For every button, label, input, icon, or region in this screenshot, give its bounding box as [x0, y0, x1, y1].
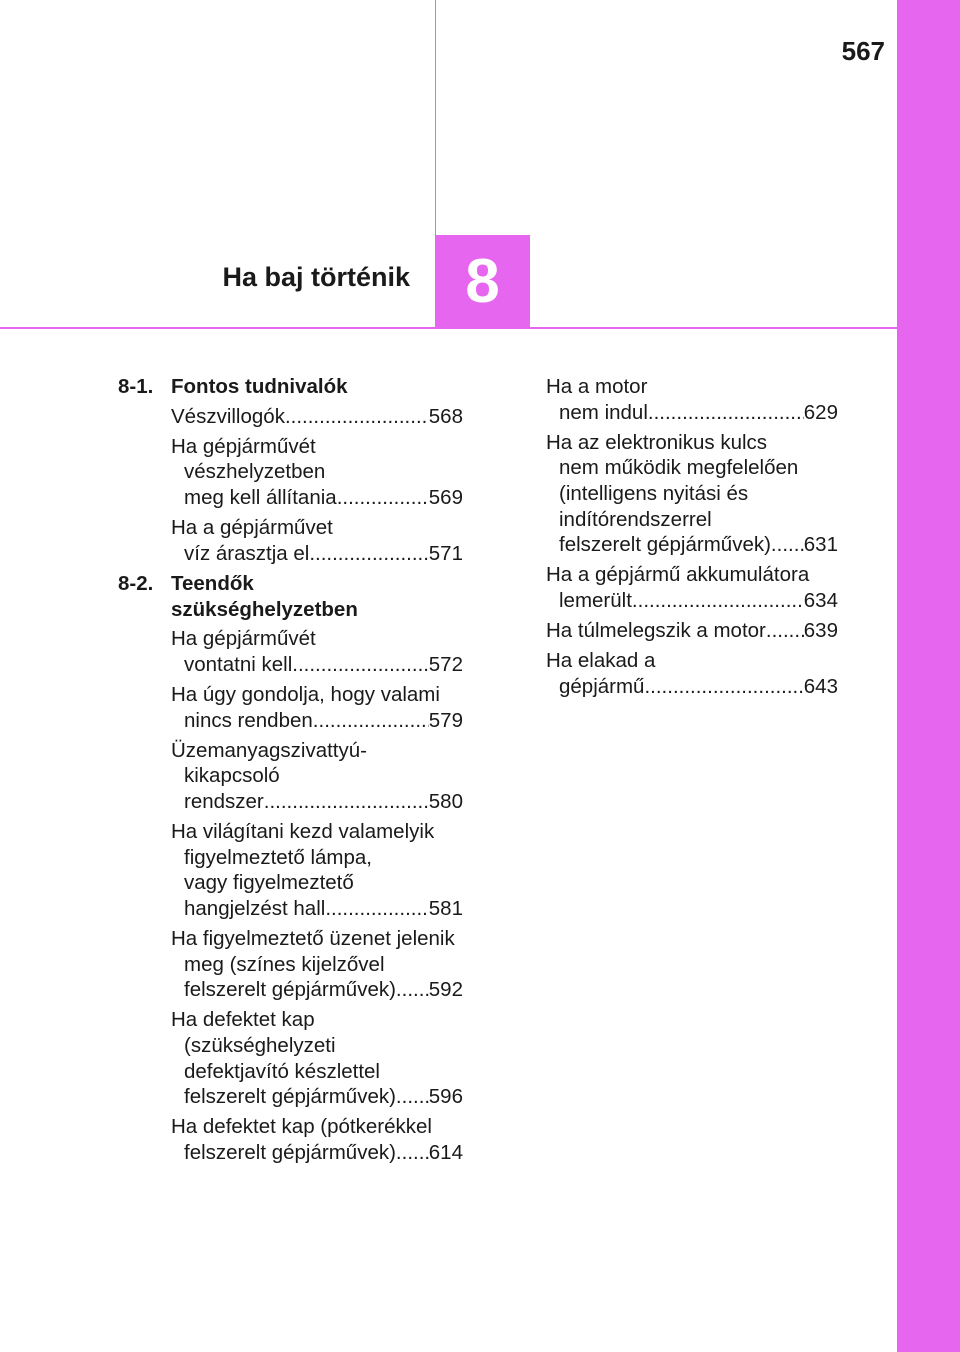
- toc-entry-text: felszerelt gépjárművek): [184, 1140, 396, 1164]
- toc-section-title-line: Teendők: [171, 571, 254, 595]
- toc-page-number: 634: [803, 588, 838, 612]
- toc-entry-text: nem indul: [559, 400, 648, 424]
- toc-entry-line: Ha defektet kap (pótkerékkel: [171, 1115, 432, 1139]
- toc-page-number: 614: [428, 1140, 463, 1164]
- toc-entry[interactable]: [546, 648, 838, 699]
- toc-leader-dots: [309, 541, 428, 567]
- toc-entry-text: Ha túlmelegszik a motor: [546, 619, 766, 643]
- toc-entry-text: hangjelzést hall: [184, 896, 326, 920]
- toc-page-number: 631: [803, 533, 838, 557]
- toc-entry-line: [171, 1084, 463, 1110]
- toc-section-number: 8-1.: [118, 375, 154, 398]
- chapter-number-box: 8: [435, 235, 530, 329]
- toc-entry-text: gépjármű: [559, 674, 645, 698]
- toc-leader-dots: [648, 400, 804, 426]
- toc-page-number: 596: [428, 1085, 463, 1109]
- toc-page-number: 643: [803, 674, 838, 698]
- toc-entry-text: rendszer: [184, 789, 264, 813]
- toc-leader-dots: [396, 1140, 429, 1166]
- toc-leader-dots: [632, 588, 804, 614]
- toc-entry-line: Ha a gépjármű akkumulátora: [546, 563, 810, 587]
- toc-entry-line: Ha gépjárművét: [171, 434, 316, 458]
- toc-entry-line: (intelligens nyitási és: [559, 481, 749, 505]
- toc-leader-dots: [325, 896, 428, 922]
- toc-entry-line: indítórendszerrel: [559, 507, 712, 531]
- toc-entry[interactable]: [118, 1114, 463, 1165]
- toc-page-number: 572: [428, 652, 463, 676]
- toc-entry-line: vészhelyzetben: [184, 460, 326, 484]
- toc-page-number: 568: [428, 404, 463, 428]
- toc-entry[interactable]: [118, 515, 463, 566]
- toc-entry-line: [171, 541, 463, 567]
- toc-entry-line: Ha a motor: [546, 375, 648, 398]
- toc-section-title-line: Fontos tudnivalók: [171, 375, 348, 398]
- chapter-side-tab: [897, 0, 960, 1352]
- toc-entry-text: Vészvillogók: [171, 404, 285, 428]
- toc-leader-dots: [292, 652, 429, 678]
- toc-leader-dots: [396, 1084, 429, 1110]
- toc-entry[interactable]: [546, 618, 838, 644]
- toc-entry-text: meg kell állítania: [184, 485, 337, 509]
- toc-entry[interactable]: [546, 374, 838, 425]
- toc-leader-dots: [396, 977, 429, 1003]
- toc-entry[interactable]: [118, 682, 463, 733]
- toc-entry-line: [171, 404, 463, 430]
- toc-leader-dots: [766, 618, 804, 644]
- toc-right-column: [546, 374, 838, 704]
- toc-leader-dots: [285, 404, 429, 430]
- toc-leader-dots: [771, 532, 804, 558]
- chapter-title: Ha baj történik: [222, 262, 410, 292]
- toc-entry-line: [171, 652, 463, 678]
- toc-section-heading: [118, 571, 463, 622]
- toc-entry-line: Ha defektet kap: [171, 1008, 315, 1032]
- toc-entry[interactable]: [118, 819, 463, 921]
- toc-entry-line: [171, 896, 463, 922]
- toc-leader-dots: [337, 485, 429, 511]
- toc-page-number: 592: [428, 978, 463, 1002]
- toc-entry-text: felszerelt gépjárművek): [559, 533, 771, 557]
- toc-entry-line: Ha világítani kezd valamelyik: [171, 820, 435, 844]
- toc-entry-line: [546, 618, 838, 644]
- toc-page-number: 639: [803, 619, 838, 643]
- toc-left-column: [118, 374, 463, 1170]
- toc-entry-text: vontatni kell: [184, 652, 293, 676]
- toc-entry-line: (szükséghelyzeti: [184, 1034, 336, 1057]
- toc-entry-line: Ha úgy gondolja, hogy valami: [171, 682, 440, 706]
- toc-entry-text: felszerelt gépjárművek): [184, 1085, 396, 1109]
- toc-entry-line: meg (színes kijelzővel: [184, 952, 385, 976]
- page-number: 567: [841, 36, 885, 66]
- toc-entry-line: Ha az elektronikus kulcs: [546, 430, 768, 454]
- toc-entry-line: Ha gépjárművét: [171, 627, 316, 651]
- toc-entry[interactable]: [546, 562, 838, 613]
- toc-page-number: 581: [428, 896, 463, 920]
- toc-page-number: 569: [428, 485, 463, 509]
- toc-entry-line: Ha elakad a: [546, 649, 656, 673]
- toc-entry-line: Üzemanyagszivattyú-: [171, 738, 367, 762]
- toc-entry-line: [546, 532, 838, 558]
- toc-entry[interactable]: [118, 738, 463, 815]
- toc-entry-line: kikapcsoló: [184, 764, 280, 788]
- toc-section-number: 8-2.: [118, 571, 154, 595]
- toc-entry-line: [546, 400, 838, 426]
- toc-entry-line: [171, 485, 463, 511]
- toc-leader-dots: [313, 708, 429, 734]
- toc-entry[interactable]: [118, 926, 463, 1003]
- toc-entry-line: nem működik megfelelően: [559, 456, 799, 480]
- toc-entry-text: lemerült: [559, 588, 632, 612]
- toc-entry-line: Ha figyelmeztető üzenet jelenik: [171, 927, 455, 951]
- header-divider-vertical: [435, 0, 436, 235]
- toc-entry-line: figyelmeztető lámpa,: [184, 845, 373, 869]
- toc-page-number: 579: [428, 708, 463, 732]
- toc-entry-line: [171, 1140, 463, 1166]
- toc-leader-dots: [264, 789, 429, 815]
- toc-entry[interactable]: [118, 404, 463, 430]
- toc-entry-line: [171, 708, 463, 734]
- toc-section-title-line: szükséghelyzetben: [171, 597, 358, 621]
- toc-entry[interactable]: [118, 1007, 463, 1109]
- toc-section-heading: [118, 374, 463, 400]
- toc-page-number: 580: [428, 789, 463, 813]
- toc-entry[interactable]: [118, 434, 463, 511]
- toc-entry-text: víz árasztja el: [184, 541, 310, 565]
- toc-entry-line: [171, 789, 463, 815]
- toc-entry-line: [546, 588, 838, 614]
- toc-entry-text: nincs rendben: [184, 708, 313, 732]
- toc-page-number: 571: [428, 541, 463, 565]
- toc-entry-line: vagy figyelmeztető: [184, 871, 354, 895]
- toc-page-number: 629: [803, 400, 838, 424]
- toc-entry-line: [546, 674, 838, 700]
- toc-section-title: [171, 571, 463, 622]
- toc-entry-line: Ha a gépjárművet: [171, 516, 333, 540]
- toc-entry[interactable]: [546, 430, 838, 558]
- toc-entry[interactable]: [118, 626, 463, 677]
- toc-leader-dots: [644, 674, 803, 700]
- toc-entry-line: defektjavító készlettel: [184, 1059, 380, 1083]
- toc-section-title: [171, 374, 463, 400]
- toc-entry-text: felszerelt gépjárművek): [184, 978, 396, 1002]
- toc-entry-line: [171, 977, 463, 1003]
